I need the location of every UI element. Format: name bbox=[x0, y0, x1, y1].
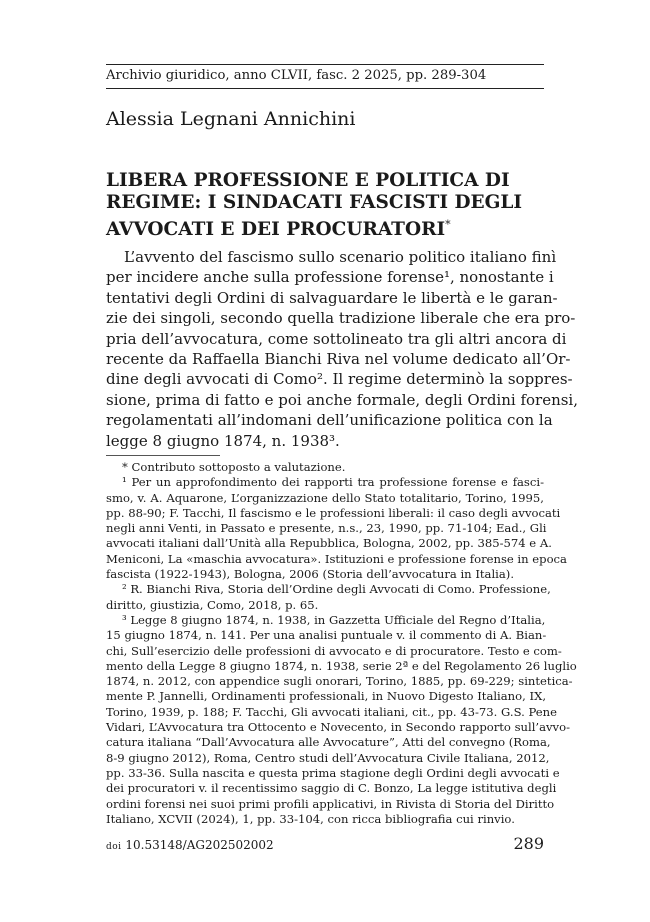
doi-value: 10.53148/AG202502002 bbox=[125, 838, 274, 852]
footnote-line: ordini forensi nei suoi primi profili applicativi, in Rivista di Storia del Diritto bbox=[106, 796, 555, 811]
body-line: dine degli avvocati di Como². Il regime determinò la soppres- bbox=[106, 370, 573, 389]
title-line: LIBERA PROFESSIONE E POLITICA DI bbox=[106, 170, 510, 191]
footnote-line: fascista (1922-1943), Bologna, 2006 (Storia dell’avvocatura in Italia). bbox=[106, 567, 515, 582]
body-line: regolamentati all’indomani dell’unificazione politica con la bbox=[106, 411, 553, 430]
footnote-line: 1874, n. 2012, con appendice sugli onorari, Torino, 1885, pp. 69-229; sintetica- bbox=[106, 674, 573, 689]
footnote-line: ² R. Bianchi Riva, Storia dell’Ordine degli Avvocati di Como. Professione, bbox=[122, 582, 551, 597]
footnotes bbox=[106, 460, 577, 827]
footnote-line: pp. 33-36. Sulla nascita e questa prima stagione degli Ordini degli avvocati e bbox=[106, 765, 560, 780]
doi-label: doi bbox=[106, 842, 122, 852]
running-header: Archivio giuridico, anno CLVII, fasc. 2 2025, pp. 289-304 bbox=[106, 68, 487, 83]
footnote-line: smo, v. A. Aquarone, L’organizzazione dello Stato totalitario, Torino, 1995, bbox=[106, 490, 544, 505]
title-line-text: AVVOCATI E DEI PROCURATORI bbox=[106, 219, 446, 241]
footnote-line: 8-9 giugno 2012), Roma, Centro studi dell’Avvocatura Civile Italiana, 2012, bbox=[106, 750, 550, 765]
title-line: REGIME: I SINDACATI FASCISTI DEGLI bbox=[106, 192, 523, 213]
footnote-line: ³ Legge 8 giugno 1874, n. 1938, in Gazzetta Ufficiale del Regno d’Italia, bbox=[122, 612, 546, 627]
footnote-separator bbox=[106, 455, 220, 456]
page-number: 289 bbox=[513, 834, 544, 853]
title-line bbox=[106, 214, 544, 241]
footnote-line: avvocati italiani dall’Unità alla Repubblica, Bologna, 2002, pp. 385-574 e A. bbox=[106, 536, 552, 551]
body-line: sione, prima di fatto e poi anche formale, degli Ordini forensi, bbox=[106, 390, 578, 409]
body-line: L’avvento del fascismo sullo scenario politico italiano finì bbox=[124, 248, 557, 266]
footnote-line: Italiano, XCVII (2024), 1, pp. 33-104, con ricca bibliografia cui rinvio. bbox=[106, 811, 515, 826]
doi bbox=[106, 838, 274, 852]
footnote-line: chi, Sull’esercizio delle professioni di avvocato e di procuratore. Testo e com- bbox=[106, 643, 562, 658]
footnote-line: catura italiana “Dall’Avvocatura alle Avvocature”, Atti del convegno (Roma, bbox=[106, 735, 551, 750]
footnote-line: negli anni Venti, in Passato e presente, n.s., 23, 1990, pp. 71-104; Ead., Gli bbox=[106, 521, 547, 536]
footnote-line: mento della Legge 8 giugno 1874, n. 1938, serie 2ª e del Regolamento 26 luglio bbox=[106, 658, 577, 673]
body-line: tentativi degli Ordini di salvaguardare le libertà e le garan- bbox=[106, 288, 558, 307]
body-line: legge 8 giugno 1874, n. 1938³. bbox=[106, 431, 340, 450]
footnote-line: Torino, 1939, p. 188; F. Tacchi, Gli avvocati italiani, cit., pp. 43-73. G.S. Pene bbox=[106, 704, 557, 719]
header-bottom-rule bbox=[106, 88, 544, 89]
footnote-line: Vidari, L’Avvocatura tra Ottocento e Novecento, in Secondo rapporto sull’avvo- bbox=[106, 720, 571, 735]
footnote-line: mente P. Jannelli, Ordinamenti professionali, in Nuovo Digesto Italiano, IX, bbox=[106, 689, 547, 704]
footnote-line: pp. 88-90; F. Tacchi, Il fascismo e le professioni liberali: il caso degli avvocati bbox=[106, 505, 561, 520]
title-footnote-marker: * bbox=[445, 218, 451, 231]
body-text bbox=[106, 247, 578, 451]
footnote-line: diritto, giustizia, Como, 2018, p. 65. bbox=[106, 597, 319, 612]
body-line: zie dei singoli, secondo quella tradizione liberale che era pro- bbox=[106, 309, 576, 328]
footnote-line: Meniconi, La «maschia avvocatura». Istituzioni e professione forense in epoca bbox=[106, 551, 567, 566]
body-line: recente da Raffaella Bianchi Riva nel volume dedicato all’Or- bbox=[106, 350, 571, 369]
article-title bbox=[106, 170, 544, 241]
body-line: pria dell’avvocatura, come sottolineato tra gli altri ancora di bbox=[106, 329, 567, 348]
footnote-line: ¹ Per un approfondimento dei rapporti tra professione forense e fasci- bbox=[122, 475, 544, 490]
footnote-line: * Contributo sottoposto a valutazione. bbox=[122, 460, 346, 474]
header-top-rule bbox=[106, 64, 544, 65]
body-line: per incidere anche sulla professione forense¹, nonostante i bbox=[106, 268, 554, 287]
footnote-line: dei procuratori v. il recentissimo saggio di C. Bonzo, La legge istitutiva degli bbox=[106, 781, 557, 796]
author-name: Alessia Legnani Annichini bbox=[106, 108, 356, 130]
footnote-line: 15 giugno 1874, n. 141. Per una analisi puntuale v. il commento di A. Bian- bbox=[106, 628, 547, 643]
